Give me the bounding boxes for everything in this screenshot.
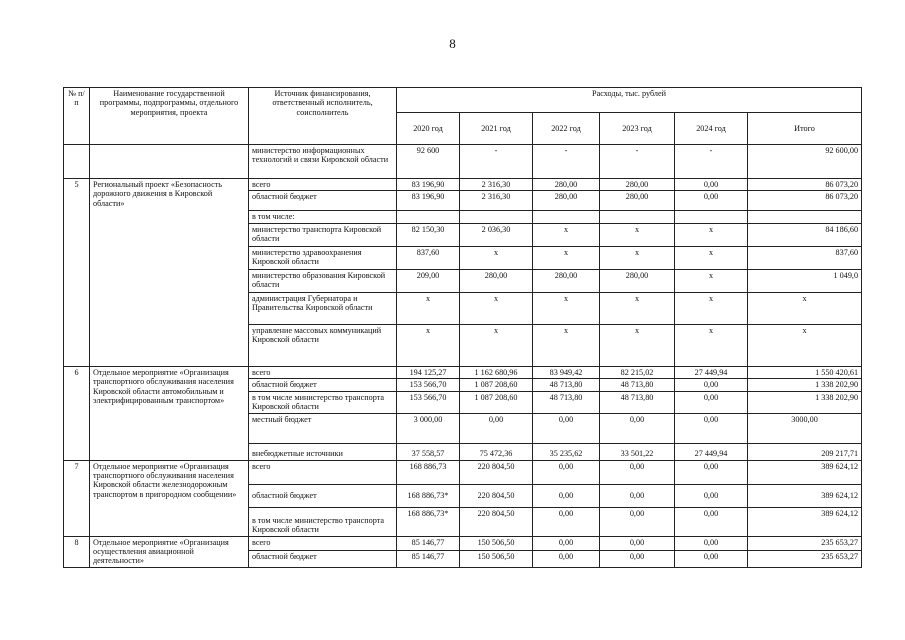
cell-value: 33 501,22	[600, 443, 675, 460]
header-year: 2022 год	[533, 113, 600, 145]
cell-total: 1 338 202,90	[748, 379, 862, 391]
cell-value: x	[675, 223, 748, 246]
cell-no: 6	[64, 366, 90, 460]
cell-total: 1 338 202,90	[748, 391, 862, 413]
cell-value: 48 713,80	[533, 391, 600, 413]
cell-source: администрация Губернатора и Правительства Кировской области	[249, 292, 397, 324]
cell-no	[64, 145, 90, 179]
cell-value: 83 196,90	[397, 191, 460, 211]
table-row	[64, 366, 862, 378]
cell-total: x	[748, 324, 862, 366]
cell-total: 389 624,12	[748, 484, 862, 507]
cell-value: 1 087 208,60	[460, 379, 533, 391]
cell-name: Отдельное мероприятие «Организация осуществления авиационной деятельности»	[90, 536, 249, 567]
cell-source: в том числе министерство транспорта Кировской области	[249, 507, 397, 536]
cell-value: 0,00	[600, 536, 675, 551]
page-number: 8	[449, 36, 456, 51]
cell-value: 0,00	[675, 179, 748, 191]
cell-value: 0,00	[533, 536, 600, 551]
cell-value: 82 215,02	[600, 366, 675, 378]
cell-value: x	[460, 292, 533, 324]
cell-total: 1 049,0	[748, 269, 862, 292]
cell-total: 235 653,27	[748, 536, 862, 551]
cell-name: Региональный проект «Безопасность дорожного движения в Кировской области»	[90, 179, 249, 367]
cell-value: 150 506,50	[460, 536, 533, 551]
cell-value: 0,00	[460, 413, 533, 443]
cell-value: x	[397, 324, 460, 366]
header-year: 2023 год	[600, 113, 675, 145]
header-source: Источник финансирования, ответственный исполнитель, соисполнитель	[249, 88, 397, 145]
cell-value: 1 087 208,60	[460, 391, 533, 413]
cell-value: 0,00	[675, 484, 748, 507]
cell-value: x	[600, 246, 675, 269]
cell-value: 837,60	[397, 246, 460, 269]
cell-source: всего	[249, 536, 397, 551]
cell-value: x	[533, 223, 600, 246]
cell-value: 280,00	[600, 179, 675, 191]
cell-source: министерство образования Кировской области	[249, 269, 397, 292]
cell-source: управление массовых коммуникаций Кировской области	[249, 324, 397, 366]
cell-value: 48 713,80	[533, 379, 600, 391]
cell-value: x	[460, 324, 533, 366]
cell-total: 235 653,27	[748, 551, 862, 568]
cell-value: 168 886,73	[397, 460, 460, 484]
cell-value: 0,00	[675, 460, 748, 484]
cell-value: 83 949,42	[533, 366, 600, 378]
cell-value: 1 162 680,96	[460, 366, 533, 378]
cell-value: x	[675, 292, 748, 324]
table-row	[64, 145, 862, 179]
cell-total: 92 600,00	[748, 145, 862, 179]
cell-value: 2 316,30	[460, 179, 533, 191]
cell-source: министерство транспорта Кировской области	[249, 223, 397, 246]
table-row	[64, 179, 862, 191]
cell-value: 280,00	[600, 269, 675, 292]
table-row	[64, 460, 862, 484]
cell-value: 0,00	[600, 484, 675, 507]
cell-value: 220 804,50	[460, 484, 533, 507]
cell-total: 3000,00	[748, 413, 862, 443]
cell-value: 280,00	[533, 269, 600, 292]
cell-value: x	[460, 246, 533, 269]
cell-value: 168 886,73*	[397, 484, 460, 507]
header-name: Наименование государственной программы, подпрограммы, отдельного мероприятия, проекта	[90, 88, 249, 145]
cell-source: областной бюджет	[249, 484, 397, 507]
cell-value: 0,00	[600, 551, 675, 568]
cell-value: 0,00	[675, 507, 748, 536]
cell-source: всего	[249, 366, 397, 378]
cell-value: 0,00	[533, 507, 600, 536]
cell-total: 84 186,60	[748, 223, 862, 246]
cell-no: 5	[64, 179, 90, 367]
cell-source: областной бюджет	[249, 191, 397, 211]
cell-value: 3 000,00	[397, 413, 460, 443]
cell-source: в том числе:	[249, 211, 397, 223]
header-total: Итого	[748, 113, 862, 145]
cell-value: x	[397, 292, 460, 324]
cell-value: x	[533, 324, 600, 366]
header-expenses: Расходы, тыс. рублей	[397, 88, 862, 113]
cell-no: 7	[64, 460, 90, 536]
cell-total: x	[748, 292, 862, 324]
cell-total: 209 217,71	[748, 443, 862, 460]
cell-value: 0,00	[600, 507, 675, 536]
cell-source: всего	[249, 179, 397, 191]
cell-value: 168 886,73*	[397, 507, 460, 536]
cell-total: 86 073,20	[748, 179, 862, 191]
cell-value: 83 196,90	[397, 179, 460, 191]
cell-value: 0,00	[600, 413, 675, 443]
cell-value: 0,00	[533, 551, 600, 568]
cell-total: 1 550 420,61	[748, 366, 862, 378]
cell-value: x	[600, 292, 675, 324]
cell-value: 92 600	[397, 145, 460, 179]
cell-value: 27 449,94	[675, 443, 748, 460]
table-row	[64, 536, 862, 551]
cell-value: -	[533, 145, 600, 179]
cell-value: 0,00	[675, 551, 748, 568]
cell-value: 153 566,70	[397, 379, 460, 391]
cell-value: x	[600, 223, 675, 246]
cell-value: 0,00	[675, 191, 748, 211]
cell-total: 389 624,12	[748, 507, 862, 536]
cell-value: 27 449,94	[675, 366, 748, 378]
cell-value: x	[533, 292, 600, 324]
cell-value: x	[675, 324, 748, 366]
cell-value: 0,00	[600, 460, 675, 484]
header-year: 2024 год	[675, 113, 748, 145]
cell-value: 150 506,50	[460, 551, 533, 568]
cell-value: x	[600, 324, 675, 366]
cell-value: 0,00	[533, 484, 600, 507]
header-no: № п/п	[64, 88, 90, 145]
cell-value: 48 713,80	[600, 379, 675, 391]
cell-value: 2 316,30	[460, 191, 533, 211]
cell-total: 86 073,20	[748, 191, 862, 211]
cell-source: министерство информационных технологий и связи Кировской области	[249, 145, 397, 179]
budget-table	[63, 87, 862, 568]
cell-source: областной бюджет	[249, 551, 397, 568]
cell-value: -	[600, 145, 675, 179]
cell-value: 280,00	[600, 191, 675, 211]
cell-value: 209,00	[397, 269, 460, 292]
cell-value: 220 804,50	[460, 460, 533, 484]
cell-source: местный бюджет	[249, 413, 397, 443]
cell-value: 0,00	[675, 379, 748, 391]
cell-value: 35 235,62	[533, 443, 600, 460]
cell-value: 48 713,80	[600, 391, 675, 413]
cell-source: внебюджетные источники	[249, 443, 397, 460]
cell-value: 280,00	[533, 191, 600, 211]
cell-source: всего	[249, 460, 397, 484]
cell-source: министерство здравоохранения Кировской области	[249, 246, 397, 269]
cell-value: -	[675, 145, 748, 179]
cell-value: 0,00	[675, 391, 748, 413]
cell-value: 85 146,77	[397, 536, 460, 551]
cell-name: Отдельное мероприятие «Организация транспортного обслуживания населения Кировской области автомобильным и электрифицированным транспортом»	[90, 366, 249, 460]
cell-value: x	[533, 246, 600, 269]
cell-total: 389 624,12	[748, 460, 862, 484]
cell-value: 194 125,27	[397, 366, 460, 378]
cell-value: 37 558,57	[397, 443, 460, 460]
cell-value: 82 150,30	[397, 223, 460, 246]
header-year: 2021 год	[460, 113, 533, 145]
cell-value: 2 036,30	[460, 223, 533, 246]
cell-name: Отдельное мероприятие «Организация транспортного обслуживания населения Кировской области железнодорожным транспортом в пригородном сообщении»	[90, 460, 249, 536]
cell-source: областной бюджет	[249, 379, 397, 391]
cell-value: x	[675, 246, 748, 269]
cell-no: 8	[64, 536, 90, 567]
cell-value: 0,00	[533, 413, 600, 443]
cell-total: 837,60	[748, 246, 862, 269]
cell-value: 0,00	[533, 460, 600, 484]
cell-value: 220 804,50	[460, 507, 533, 536]
cell-value: 280,00	[460, 269, 533, 292]
cell-source: в том числе министерство транспорта Кировской области	[249, 391, 397, 413]
cell-value: 85 146,77	[397, 551, 460, 568]
cell-value: 280,00	[533, 179, 600, 191]
cell-value: x	[675, 269, 748, 292]
cell-value: 75 472,36	[460, 443, 533, 460]
cell-value: 0,00	[675, 413, 748, 443]
header-year: 2020 год	[397, 113, 460, 145]
cell-name	[90, 145, 249, 179]
cell-value: 153 566,70	[397, 391, 460, 413]
cell-value: 0,00	[675, 536, 748, 551]
cell-value: -	[460, 145, 533, 179]
